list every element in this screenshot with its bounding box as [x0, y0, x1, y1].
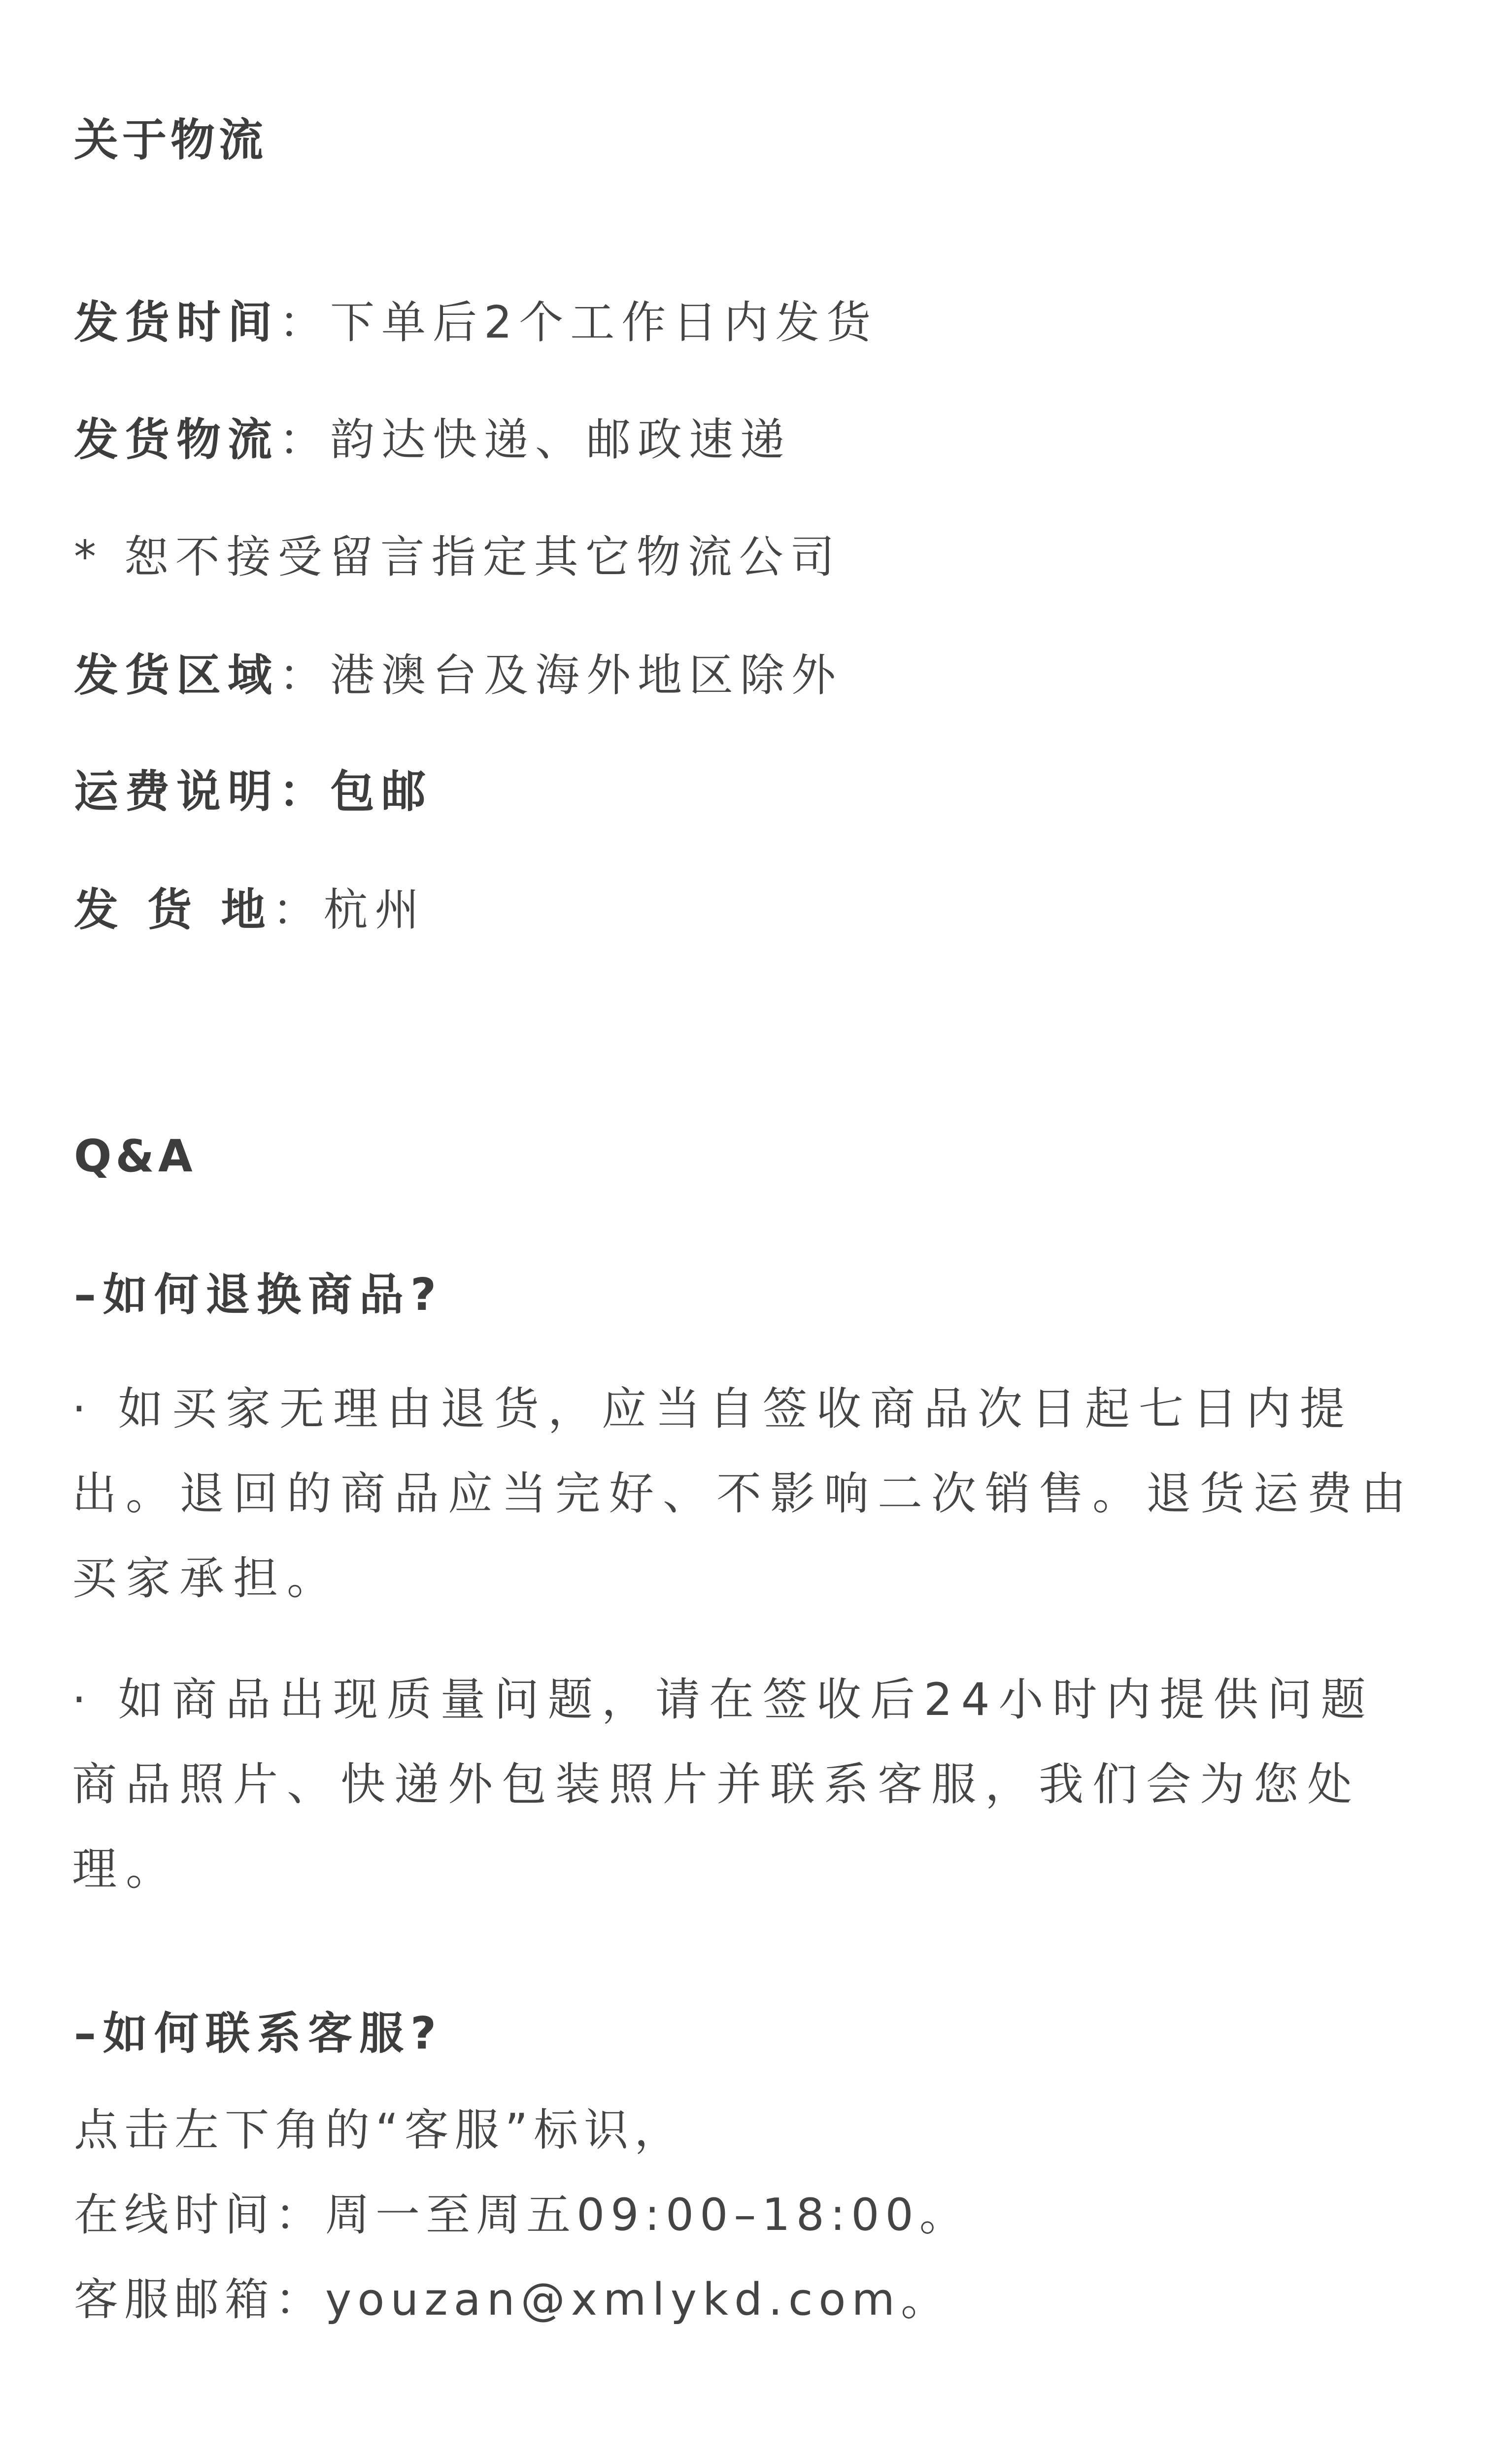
logistics-row-ship-time: [74, 296, 878, 350]
qa-answer-contact-email: 客服邮箱：youzan@xmlykd.com。: [74, 2274, 951, 2326]
logistics-row-shipping-fee: [74, 765, 433, 819]
row-label: 运费说明: [74, 766, 279, 818]
row-separator: ：: [279, 766, 330, 818]
row-separator: ：: [272, 884, 324, 936]
qa-answer-contact-line: 点击左下角的“客服”标识，: [74, 2104, 685, 2156]
row-value: 港澳台及海外地区除外: [330, 650, 843, 701]
logistics-title: 关于物流: [74, 114, 267, 166]
qa-answer-contact-line: 在线时间：周一至周五09:00–18:00。: [74, 2189, 970, 2241]
row-separator: ：: [279, 297, 330, 348]
row-value: 包邮: [330, 766, 433, 818]
logistics-row-note: [74, 530, 842, 584]
logistics-row-region: [74, 649, 843, 703]
logistics-row-origin: [74, 883, 426, 937]
qa-answer-returns-paragraph: · 如买家无理由退货，应当自签收商品次日起七日内提出。退回的商品应当完好、不影响二次销售。退货运费由买家承担。: [72, 1383, 1415, 1605]
row-value: 韵达快递、邮政速递: [330, 414, 791, 466]
qa-title: Q&A: [74, 1130, 197, 1182]
row-separator: ：: [279, 650, 330, 701]
row-value: 杭州: [323, 884, 426, 936]
qa-question-contact: –如何联系客服?: [74, 2008, 443, 2059]
row-label: 发货物流: [74, 414, 279, 466]
row-label: 发 货 地: [74, 884, 272, 936]
row-value: 下单后2个工作日内发货: [330, 297, 878, 348]
row-label: 发货区域: [74, 650, 279, 701]
logistics-row-carrier: [74, 413, 791, 467]
row-value: * 恕不接受留言指定其它物流公司: [74, 531, 842, 583]
qa-answer-returns-paragraph: · 如商品出现质量问题，请在签收后24小时内提供问题商品照片、快递外包装照片并联系客服，我们会为您处理。: [72, 1674, 1375, 1895]
row-separator: ：: [279, 414, 330, 466]
row-label: 发货时间: [74, 297, 279, 348]
qa-question-returns: –如何退换商品?: [74, 1269, 443, 1321]
